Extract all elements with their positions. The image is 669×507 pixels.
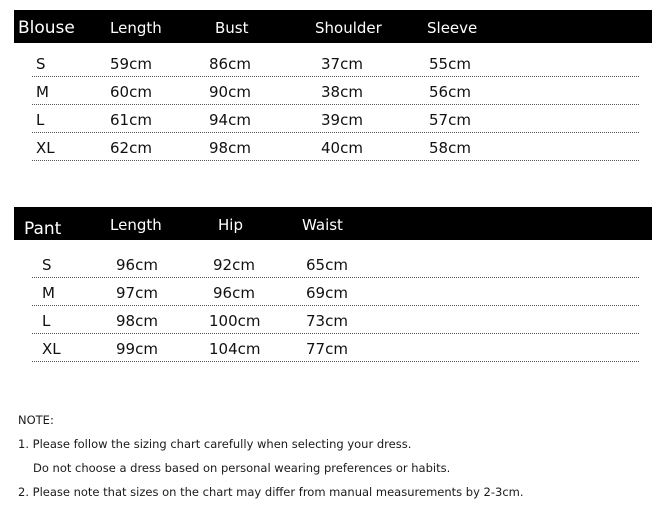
cell-sleeve: 58cm (429, 139, 471, 157)
cell-waist: 69cm (306, 284, 348, 302)
notes-title: NOTE: (18, 413, 54, 427)
cell-length: 60cm (110, 83, 152, 101)
notes-section (18, 408, 524, 504)
cell-hip: 104cm (209, 340, 261, 358)
blouse-col-length: Length (110, 19, 162, 37)
size-label: S (36, 55, 46, 73)
cell-sleeve: 57cm (429, 111, 471, 129)
size-label: M (36, 83, 49, 101)
pant-col-length: Length (110, 216, 162, 234)
cell-length: 97cm (116, 284, 158, 302)
table-row (14, 306, 652, 334)
size-label: L (42, 312, 51, 330)
cell-shoulder: 37cm (321, 55, 363, 73)
cell-hip: 92cm (213, 256, 255, 274)
blouse-col-bust: Bust (215, 19, 249, 37)
note-2: 2. Please note that sizes on the chart may differ from manual measurements by 2-3cm. (18, 485, 524, 499)
blouse-rows (14, 49, 652, 161)
cell-hip: 100cm (209, 312, 261, 330)
table-row (14, 278, 652, 306)
cell-length: 62cm (110, 139, 152, 157)
pant-col-hip: Hip (218, 216, 243, 234)
cell-bust: 86cm (209, 55, 251, 73)
cell-sleeve: 55cm (429, 55, 471, 73)
note-1: 1. Please follow the sizing chart carefully when selecting your dress. (18, 437, 412, 451)
cell-length: 99cm (116, 340, 158, 358)
table-row (14, 250, 652, 278)
note-1-continued: Do not choose a dress based on personal wearing preferences or habits. (33, 461, 451, 475)
cell-shoulder: 39cm (321, 111, 363, 129)
cell-length: 96cm (116, 256, 158, 274)
table-row (14, 105, 652, 133)
cell-shoulder: 40cm (321, 139, 363, 157)
cell-shoulder: 38cm (321, 83, 363, 101)
pant-rows (14, 250, 652, 362)
pant-header-bar (14, 207, 652, 240)
table-row (14, 77, 652, 105)
blouse-header-bar (14, 10, 652, 43)
blouse-col-shoulder: Shoulder (315, 19, 382, 37)
size-label: M (42, 284, 55, 302)
pant-size-table (14, 207, 652, 362)
cell-waist: 77cm (306, 340, 348, 358)
blouse-col-sleeve: Sleeve (427, 19, 478, 37)
table-row (14, 334, 652, 362)
cell-length: 61cm (110, 111, 152, 129)
cell-hip: 96cm (213, 284, 255, 302)
pant-table-title: Pant (24, 219, 62, 239)
size-label: XL (36, 139, 55, 157)
table-row (14, 49, 652, 77)
cell-waist: 73cm (306, 312, 348, 330)
cell-bust: 90cm (209, 83, 251, 101)
size-label: S (42, 256, 52, 274)
blouse-size-table (14, 10, 652, 161)
cell-length: 98cm (116, 312, 158, 330)
table-row (14, 133, 652, 161)
cell-bust: 94cm (209, 111, 251, 129)
cell-length: 59cm (110, 55, 152, 73)
cell-waist: 65cm (306, 256, 348, 274)
size-label: L (36, 111, 45, 129)
cell-bust: 98cm (209, 139, 251, 157)
blouse-table-title: Blouse (18, 18, 75, 38)
pant-col-waist: Waist (302, 216, 343, 234)
size-label: XL (42, 340, 61, 358)
cell-sleeve: 56cm (429, 83, 471, 101)
